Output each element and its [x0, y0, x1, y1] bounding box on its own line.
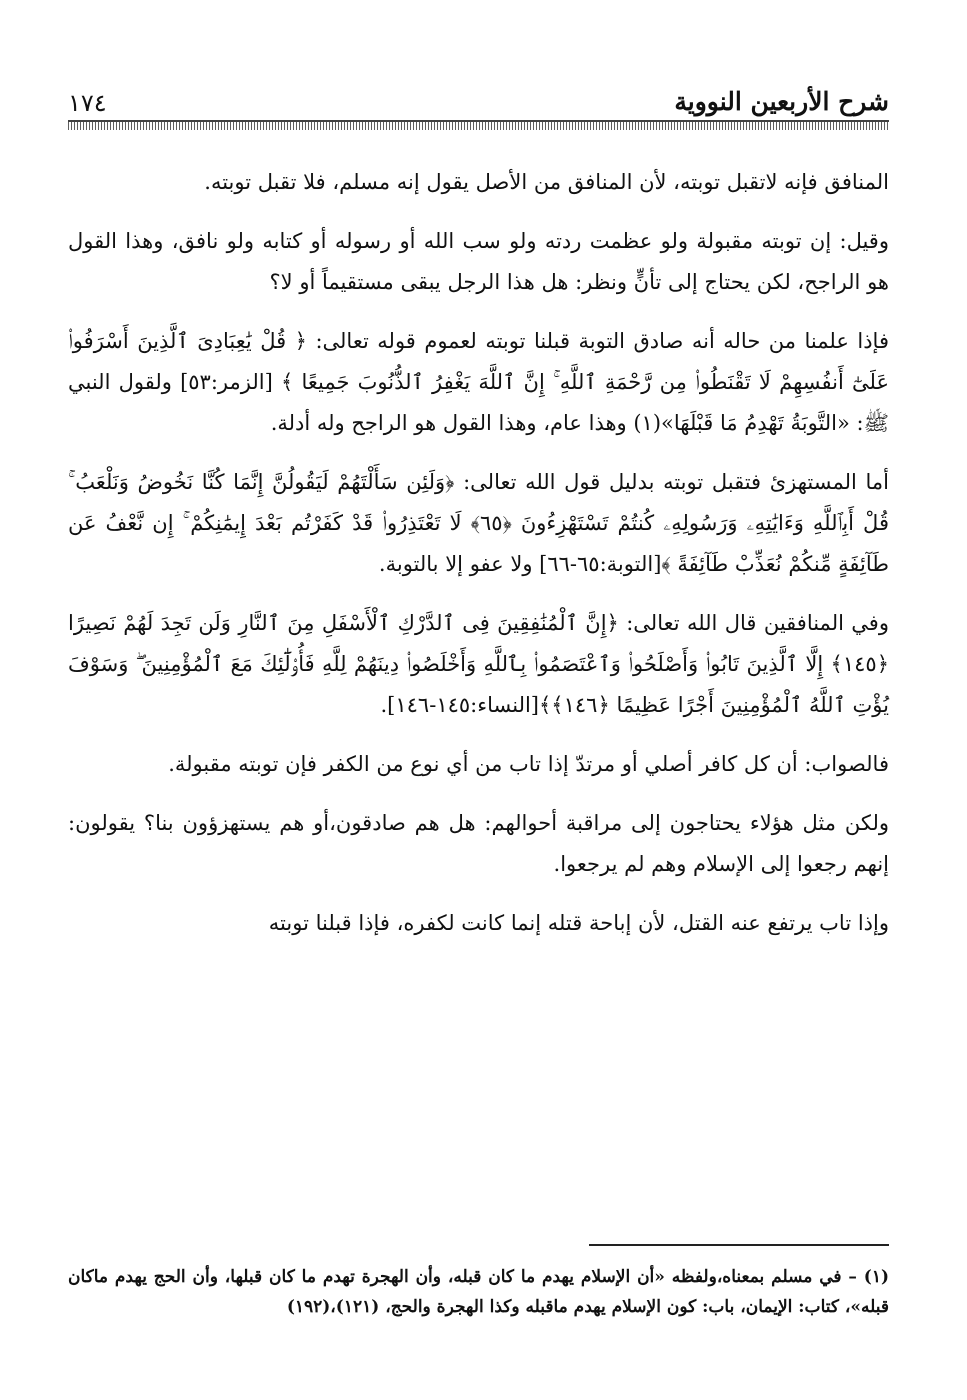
footnote: (١) – في مسلم بمعناه،ولفظه «أن الإسلام يهدم ما كان قبله، وأن الهجرة تهدم ما كان قبلها، وأن الحج يهدم ماكان قبله»، كتاب: الإيمان، باب: كون الإسلام يهدم ماقبله وكذا الهجرة والحج، (١٢١)،(١٩٢) [68, 1267, 889, 1317]
paragraph-6: فالصواب: أن كل كافر أصلي أو مرتدّ إذا تاب من أي نوع من الكفر فإن توبته مقبولة. [168, 752, 889, 776]
paragraph-5: وفي المنافقين قال الله تعالى: ﴿إِنَّ ٱلْمُنَٰفِقِينَ فِى ٱلدَّرْكِ ٱلْأَسْفَلِ مِنَ ٱلنَّارِ وَلَن تَجِدَ لَهُمْ نَصِيرًا ﴿١٤٥﴾ إِلَّا ٱلَّذِينَ تَابُوا۟ وَأَصْلَحُوا۟ وَٱعْتَصَمُوا۟ بِٱللَّهِ وَأَخْلَصُوا۟ دِينَهُمْ لِلَّهِ فَأُو۟لَٰٓئِكَ مَعَ ٱلْمُؤْمِنِينَ ۖ وَسَوْفَ يُؤْتِ ٱللَّهُ ٱلْمُؤْمِنِينَ أَجْرًا عَظِيمًا ﴿١٤٦﴾﴾[النساء:١٤٥-١٤٦]. [68, 611, 889, 717]
paragraph-8: وإذا تاب يرتفع عنه القتل، لأن إباحة قتله إنما كانت لكفره، فإذا قبلنا توبته [268, 911, 889, 935]
page-number: ١٧٤ [68, 89, 107, 117]
paragraph-2: وقيل: إن توبته مقبولة ولو عظمت ردته ولو سب الله أو رسوله أو كتابه ولو نافق، وهذا القول هو الراجح، لكن يحتاج إلى تأنٍّ ونظر: هل هذا الرجل يبقى مستقيماً أو لا؟ [68, 229, 889, 294]
paragraph-1: المنافق فإنه لاتقبل توبته، لأن المنافق من الأصل يقول إنه مسلم، فلا تقبل توبته. [204, 170, 889, 194]
header-rule [68, 120, 889, 130]
paragraph-3: فإذا علمنا من حاله أنه صادق التوبة قبلنا توبته لعموم قوله تعالى: ﴿ قُلْ يَٰعِبَادِىَ ٱلَّذِينَ أَسْرَفُوا۟ عَلَىٰٓ أَنفُسِهِمْ لَا تَقْنَطُوا۟ مِن رَّحْمَةِ ٱللَّهِ ۚ إِنَّ ٱللَّهَ يَغْفِرُ ٱلذُّنُوبَ جَمِيعًا ﴾ [الزمر:٥٣] ولقول النبي ﷺ: «التَّوبَةُ تَهْدِمُ مَا قَبْلَهَا»(١) وهذا عام، وهذا القول هو الراجح وله أدلة. [68, 329, 889, 435]
paragraph-7: ولكن مثل هؤلاء يحتاجون إلى مراقبة أحوالهم: هل هم صادقون،أو هم يستهزؤون بنا؟ يقولون: إنهم رجعوا إلى الإسلام وهم لم يرجعوا. [68, 811, 889, 876]
footnote-separator [589, 1244, 889, 1246]
body-text [68, 162, 889, 962]
book-title: شرح الأربعين النووية [674, 87, 889, 116]
paragraph-4: أما المستهزئ فتقبل توبته بدليل قول الله تعالى: ﴿وَلَئِن سَأَلْتَهُمْ لَيَقُولُنَّ إِنَّمَا كُنَّا نَخُوضُ وَنَلْعَبُ ۚ قُلْ أَبِٱللَّهِ وَءَايَٰتِهِۦ وَرَسُولِهِۦ كُنتُمْ تَسْتَهْزِءُونَ ﴿٦٥﴾ لَا تَعْتَذِرُوا۟ قَدْ كَفَرْتُم بَعْدَ إِيمَٰنِكُمْ ۚ إِن نَّعْفُ عَن طَآئِفَةٍ مِّنكُمْ نُعَذِّبْ طَآئِفَةً ﴾[التوبة:٦٥-٦٦] ولا عفو إلا بالتوبة. [68, 470, 890, 576]
page-header [68, 84, 889, 128]
